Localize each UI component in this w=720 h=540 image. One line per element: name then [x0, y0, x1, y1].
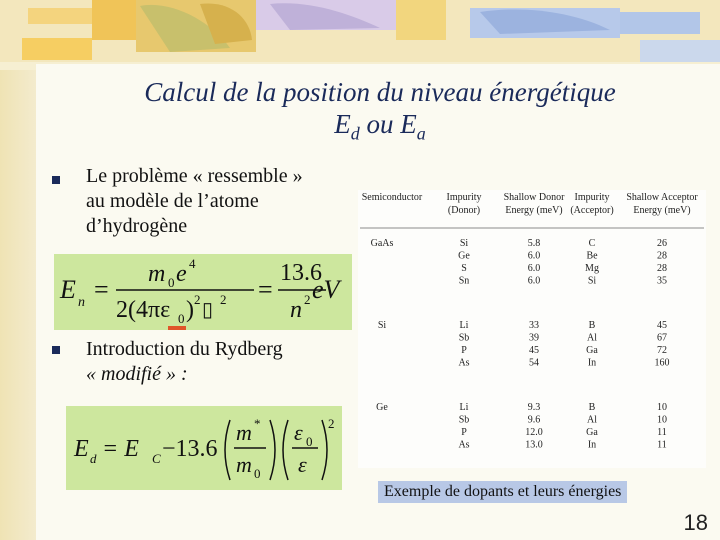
table-semiconductor-cell: Si [377, 320, 387, 331]
eq1-lhs: E [60, 275, 76, 304]
eq2-mstar: m [236, 420, 252, 445]
table-cell: Li [459, 402, 469, 413]
table-cell: 45 [657, 320, 667, 331]
eq1-num1-exp: 4 [189, 256, 196, 271]
eq1-num1-sub: 0 [168, 275, 175, 290]
table-cell: In [587, 357, 597, 369]
modified-rydberg-equation [66, 406, 342, 490]
table-cell: 33 [529, 320, 539, 331]
table-cell: 67 [657, 332, 667, 344]
leaf-banner-decoration [0, 0, 720, 70]
table-cell: 10 [657, 402, 667, 413]
table-cell: 5.8 [527, 238, 541, 249]
table-cell: 11 [657, 439, 667, 451]
table-header-cell: Impurity [574, 192, 610, 203]
table-cell: Si [587, 275, 597, 287]
svg-text:=: = [94, 275, 109, 304]
table-cell: C [588, 238, 596, 249]
table-header-cell: Energy (meV) [505, 205, 563, 216]
table-cell: Ga [586, 345, 598, 356]
bullet-1-text: Le problème « ressemble » au modèle de l’atome d’hydrogène [86, 165, 303, 237]
table-cell: 9.6 [527, 414, 541, 426]
table-cell: Be [586, 250, 598, 262]
table-cell: Sb [458, 414, 470, 426]
table-cell: 72 [657, 345, 667, 356]
eq2-coef: −13.6 [162, 436, 218, 462]
table-cell: 12.0 [525, 427, 543, 438]
rydberg-equation-box [54, 254, 352, 330]
title-line-1: Calcul de la position du niveau énergétique [144, 77, 616, 107]
table-cell: B [588, 320, 596, 331]
eq2-ec-sub: C [152, 451, 161, 466]
eq2-exp: 2 [328, 416, 335, 431]
table-header-cell: (Donor) [447, 205, 481, 216]
table-cell: 6.0 [527, 263, 541, 274]
dopant-energy-table [358, 190, 706, 468]
table-header-cell: (Acceptor) [570, 205, 614, 216]
table-cell: 6.0 [527, 250, 541, 262]
eq2-eps: ε [298, 452, 307, 477]
table-cell: 39 [529, 332, 539, 344]
table-header-cell: Semiconductor [361, 192, 423, 203]
eq1-unit: eV [312, 275, 340, 304]
eq2-star: * [254, 416, 261, 431]
eq2-lhs: E [74, 436, 89, 462]
table-cell: 28 [657, 250, 667, 262]
eq1-den2: n [290, 297, 302, 323]
page-number: 18 [683, 510, 708, 535]
table-cell: 54 [529, 357, 539, 369]
table-header-cell: Shallow Acceptor [626, 192, 698, 203]
table-cell: Mg [585, 263, 599, 274]
eq2-m0-sub: 0 [254, 466, 261, 481]
table-header-cell: Shallow Donor [503, 192, 565, 203]
table-cell: B [588, 402, 596, 413]
table-cell: 6.0 [527, 275, 541, 287]
table-cell: 160 [654, 357, 670, 369]
rydberg-equation [54, 254, 352, 330]
table-cell: Sb [458, 332, 470, 344]
eq2-m0: m [236, 452, 252, 477]
table-cell: 35 [657, 275, 667, 287]
table-header-cell: Impurity [446, 192, 482, 203]
eq1-den1-box: ▯ [202, 299, 214, 321]
table-semiconductor-cell: Ge [376, 402, 388, 413]
eq1-den1-sub: 0 [178, 311, 185, 326]
bullet-2-marker [52, 346, 60, 354]
eq1-den1: 2(4πε [116, 297, 171, 323]
eq1-num2: 13.6 [280, 260, 322, 286]
dopant-table-graphic [358, 190, 706, 468]
eq1-den1-exp: 2 [194, 292, 201, 307]
table-cell: As [458, 439, 470, 451]
modified-rydberg-equation-box [66, 406, 342, 490]
svg-text:=: = [258, 275, 273, 304]
eq1-den1-exp2: 2 [220, 292, 227, 307]
table-cell: Ge [458, 250, 470, 262]
eq1-lhs-sub: n [78, 295, 85, 310]
table-cell: 11 [657, 427, 667, 438]
table-cell: Al [587, 332, 597, 344]
table-semiconductor-cell: GaAs [370, 238, 394, 249]
table-cell: 13.0 [525, 439, 543, 451]
table-cell: 26 [657, 238, 667, 249]
table-caption: Exemple de dopants et leurs énergies [378, 481, 627, 503]
table-cell: 10 [657, 414, 667, 426]
table-cell: 9.3 [527, 402, 541, 413]
bullet-1-marker [52, 176, 60, 184]
eq2-lhs-sub: d [90, 451, 97, 466]
table-cell: In [587, 439, 597, 451]
highlight-marker [168, 326, 186, 330]
slide-title [60, 76, 700, 149]
eq1-num1: m [148, 261, 166, 287]
eq1-den1-close: ) [186, 297, 194, 323]
table-cell: As [458, 357, 470, 369]
eq2-eps0: ε [294, 420, 303, 445]
table-cell: P [461, 345, 467, 356]
table-cell: 28 [657, 263, 667, 274]
table-header-cell: Energy (meV) [633, 205, 691, 216]
eq2-eps0-sub: 0 [306, 434, 313, 449]
eq1-den2-exp: 2 [304, 292, 311, 307]
table-cell: 45 [529, 345, 539, 356]
title-line-2: $E_d$ ou $E_a$ [334, 109, 426, 144]
table-cell: Al [587, 414, 597, 426]
eq1-num1-e: e [176, 261, 187, 287]
bullet-2-text: Introduction du Rydberg « modifié » : [86, 338, 283, 385]
table-cell: S [461, 263, 467, 274]
table-cell: P [461, 427, 467, 438]
eq2-eq: = E [102, 436, 139, 462]
table-cell: Sn [458, 275, 470, 287]
table-cell: Si [459, 238, 469, 249]
table-cell: Ga [586, 427, 598, 438]
table-cell: Li [459, 320, 469, 331]
